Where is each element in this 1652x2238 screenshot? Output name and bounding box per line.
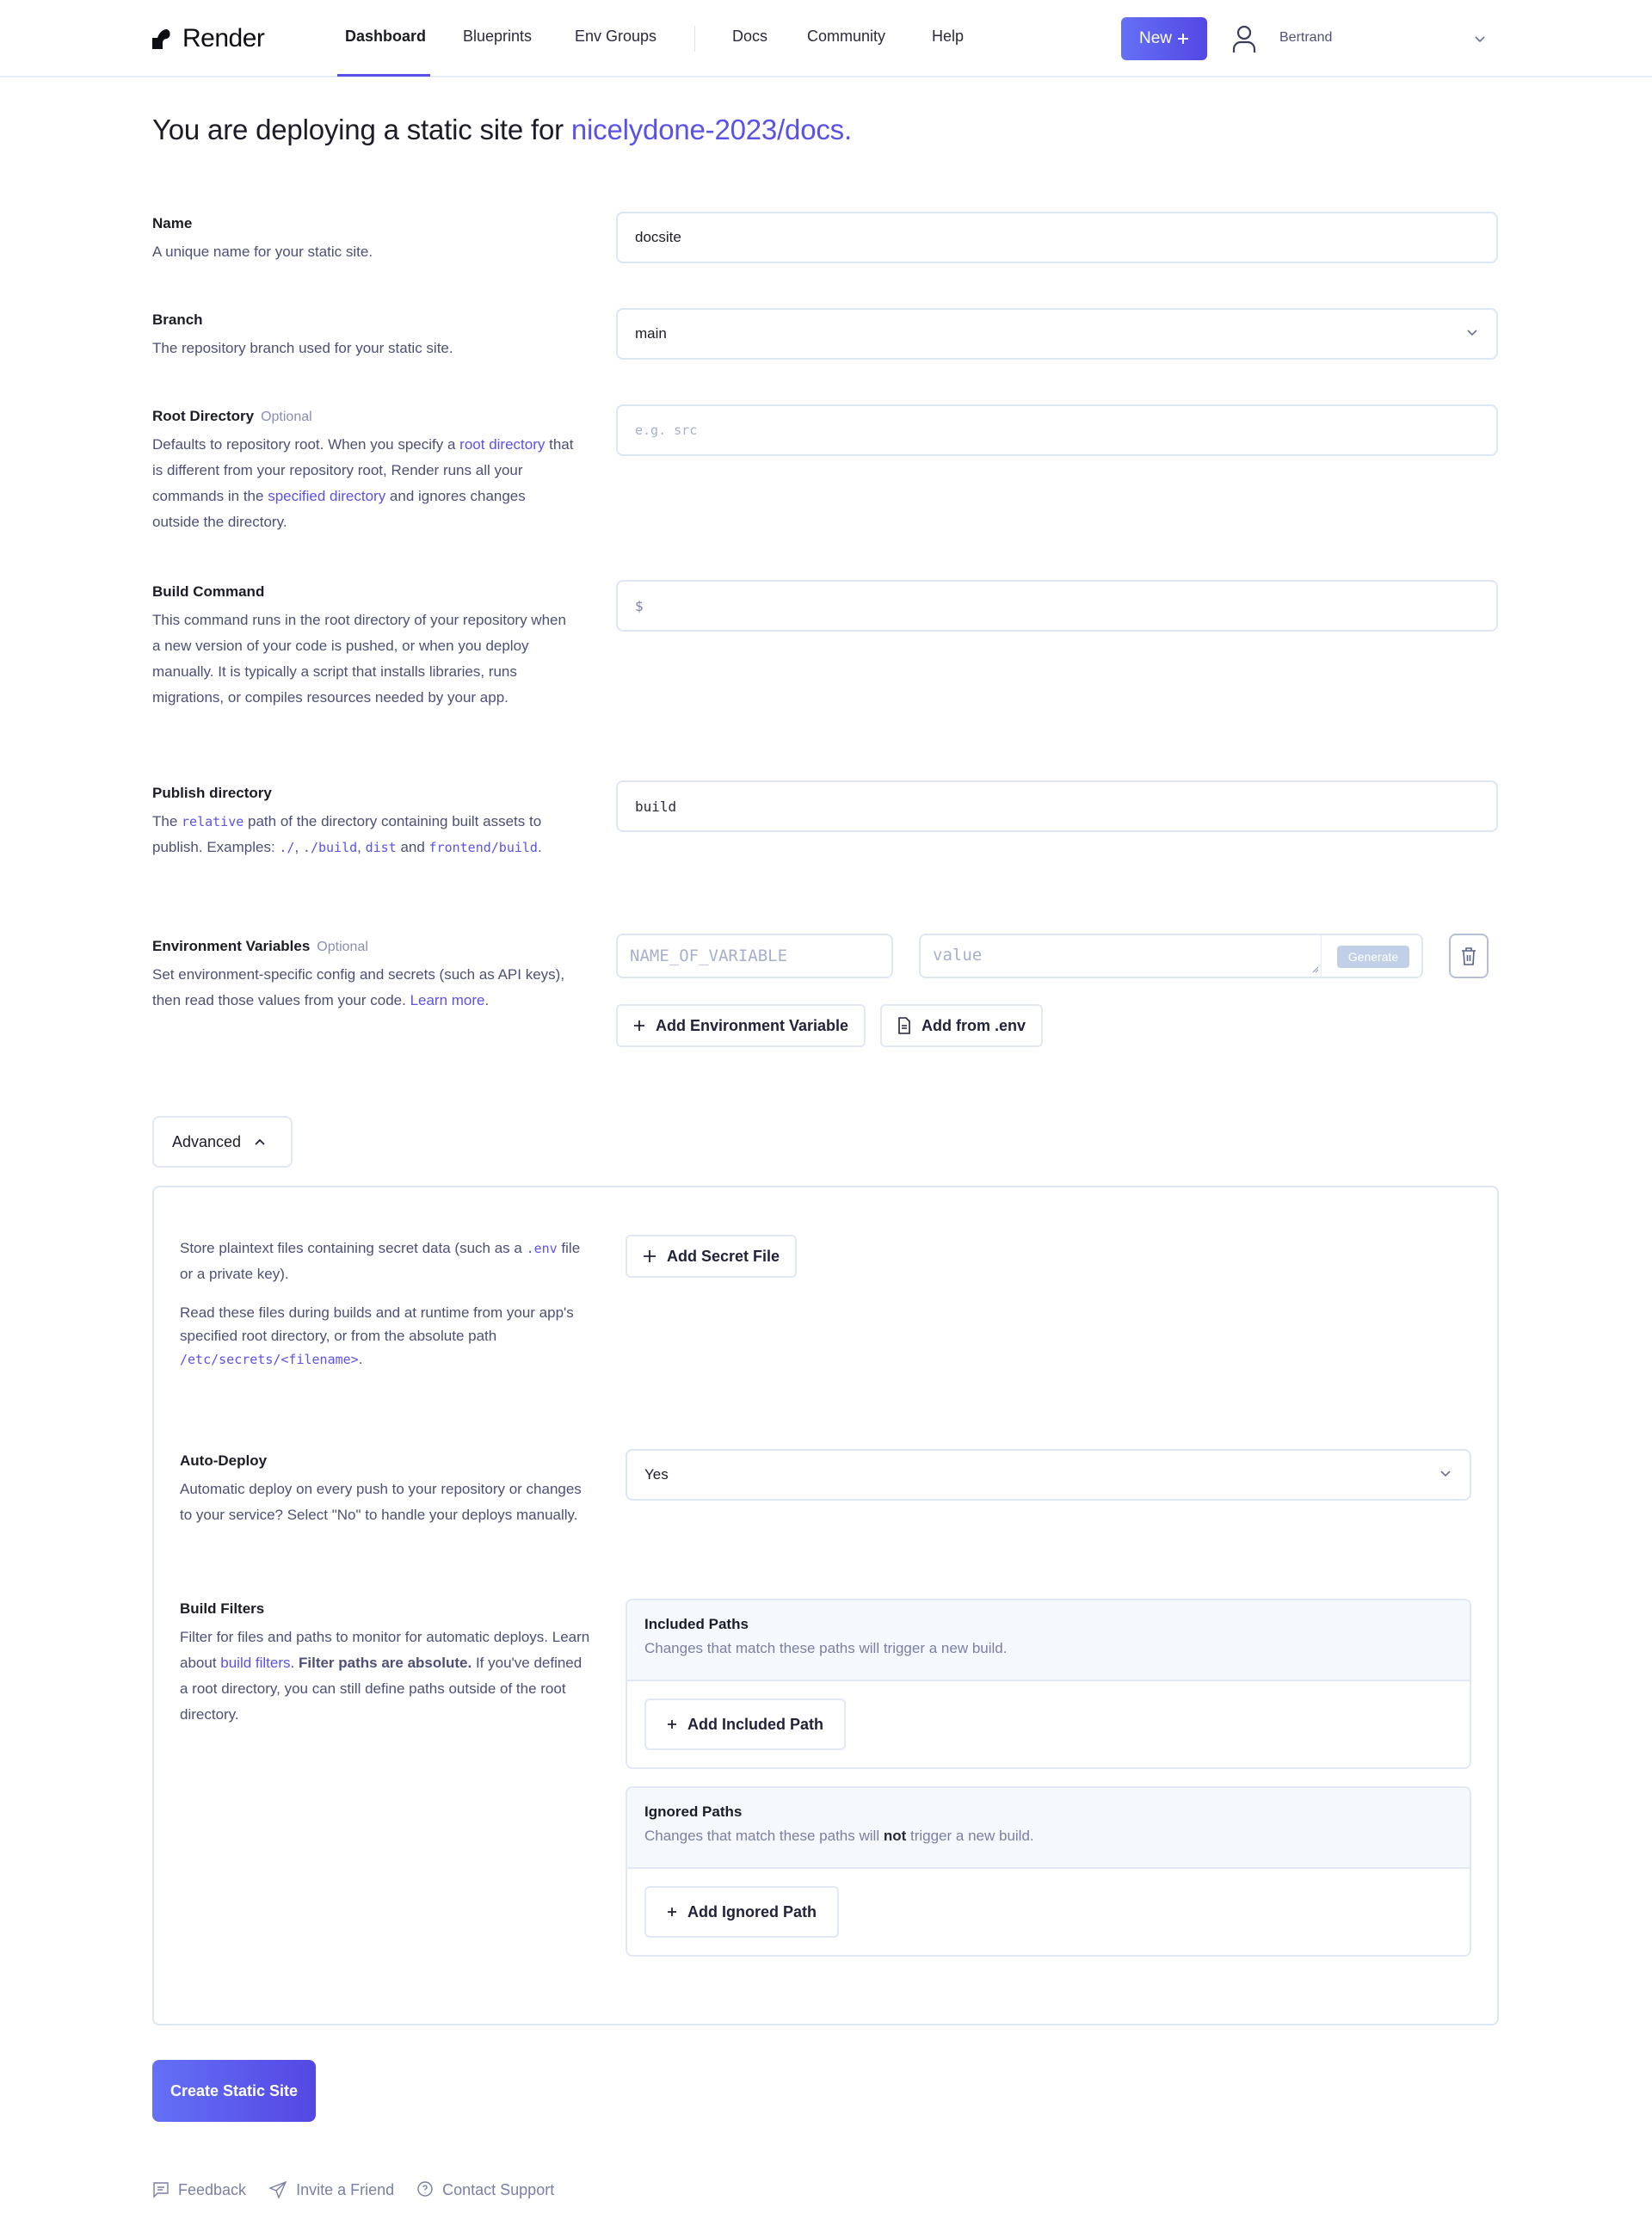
- root-directory-link[interactable]: root directory: [459, 436, 546, 453]
- footer: [152, 2180, 554, 2199]
- ignored-paths-sub: [644, 1828, 1452, 1845]
- env-vars-title: Environment Variables: [152, 938, 311, 954]
- text: Store plaintext files containing secret data (such as a: [180, 1240, 527, 1256]
- included-paths-title: Included Paths: [644, 1616, 749, 1632]
- text: .: [537, 839, 542, 855]
- add-secret-file-label: Add Secret File: [667, 1247, 780, 1265]
- nav-blueprints[interactable]: Blueprints: [463, 28, 533, 45]
- trash-icon: [1460, 946, 1477, 966]
- feedback-link[interactable]: [152, 2180, 246, 2199]
- nav-help[interactable]: Help: [932, 28, 965, 45]
- branch-label: Branch: [152, 311, 203, 328]
- active-tab-indicator: [337, 74, 430, 77]
- root-dir-input[interactable]: [616, 404, 1498, 456]
- add-included-path-button[interactable]: [644, 1699, 846, 1750]
- text: and: [396, 839, 429, 855]
- feedback-icon: [152, 2181, 170, 2198]
- invite-link[interactable]: [268, 2180, 394, 2199]
- specified-directory-link[interactable]: specified directory: [268, 488, 386, 504]
- nav-env-groups[interactable]: Env Groups: [575, 28, 657, 45]
- root-dir-title: Root Directory: [152, 408, 255, 424]
- create-static-site-button[interactable]: Create Static Site: [152, 2060, 316, 2122]
- secret-files-text-1: [180, 1236, 593, 1287]
- text: Set environment-specific config and secrets (such as API keys), then read those values from your code.: [152, 966, 565, 1008]
- publish-dir-value: build: [635, 798, 677, 815]
- publish-dir-label-group: [152, 785, 574, 860]
- text: Filter for files and paths to monitor for automatic deploys. Learn about: [180, 1629, 590, 1671]
- add-from-env-button[interactable]: [880, 1004, 1043, 1047]
- secret-files-text-2: [180, 1301, 593, 1372]
- text: Read these files during builds and at runtime from your app's specified root directory, or from the absolute path: [180, 1304, 574, 1344]
- repo-link[interactable]: nicelydone-2023/docs.: [570, 114, 852, 145]
- generate-button[interactable]: Generate: [1337, 946, 1409, 968]
- build-command-desc: This command runs in the root directory of your repository when a new version of your code is pushed, or when you deploy manually. It is typically a script that installs libraries, runs migrations, or compiles resources needed by your app.: [152, 612, 566, 706]
- plus-icon: [643, 1249, 656, 1263]
- build-filters-desc: [180, 1625, 593, 1728]
- text: Defaults to repository root. When you specify a: [152, 436, 460, 453]
- advanced-toggle[interactable]: [152, 1116, 293, 1168]
- plus-icon: [1177, 33, 1189, 45]
- branch-select[interactable]: [616, 308, 1498, 360]
- code: .env: [526, 1241, 558, 1256]
- help-bubble-icon: [416, 2180, 434, 2199]
- advanced-label: Advanced: [172, 1132, 242, 1150]
- chevron-down-icon[interactable]: [1473, 32, 1487, 46]
- auto-deploy-label: Auto-Deploy: [180, 1452, 268, 1469]
- bold-text: not: [883, 1828, 907, 1844]
- code: relative: [182, 814, 244, 829]
- root-dir-placeholder: e.g. src: [635, 422, 698, 438]
- name-value: docsite: [635, 229, 681, 245]
- brand-name: Render: [182, 24, 265, 52]
- env-vars-label: [152, 938, 574, 955]
- bold-text: Filter paths are absolute.: [298, 1655, 472, 1671]
- add-ignored-path-button[interactable]: [644, 1886, 839, 1938]
- env-vars-desc: Set environment-specific config and secrets (such as API keys), then read those values from your code. Learn more.: [152, 966, 565, 1008]
- render-logo-icon: [151, 28, 174, 50]
- build-filters-label: Build Filters: [180, 1600, 265, 1617]
- text: that is different from your repository root, Render runs all your commands in the: [152, 436, 574, 504]
- code: frontend/build: [428, 840, 538, 855]
- root-dir-label-group: [152, 408, 574, 535]
- text: The: [152, 813, 182, 829]
- name-input[interactable]: [616, 212, 1498, 263]
- text: path of the directory containing built assets to publish. Examples:: [152, 813, 542, 855]
- root-dir-label: [152, 408, 574, 425]
- ignored-paths-body: [627, 1869, 1470, 1955]
- send-icon: [268, 2180, 287, 2199]
- plus-icon: [667, 1719, 677, 1729]
- name-desc: A unique name for your static site.: [152, 244, 373, 260]
- add-ignored-path-label: Add Ignored Path: [687, 1902, 817, 1920]
- env-name-input[interactable]: [616, 934, 893, 978]
- branch-label-group: [152, 311, 574, 361]
- add-from-env-label: Add from .env: [922, 1016, 1026, 1034]
- plus-icon: [633, 1020, 645, 1032]
- new-button-label: New: [1138, 29, 1172, 47]
- new-button[interactable]: [1121, 17, 1207, 60]
- username[interactable]: Bertrand: [1279, 30, 1333, 45]
- included-paths-box: [626, 1599, 1471, 1769]
- publish-dir-desc: The relative path of the directory containing built assets to publish. Examples: ./, ./build, dist and frontend/build.: [152, 813, 542, 855]
- delete-env-var-button[interactable]: [1449, 934, 1489, 978]
- build-command-input[interactable]: [616, 580, 1498, 632]
- plus-icon: [667, 1907, 677, 1917]
- add-env-var-button[interactable]: [616, 1004, 866, 1047]
- env-vars-label-group: [152, 938, 574, 1014]
- text: Changes that match these paths will: [644, 1828, 884, 1844]
- name-label-group: [152, 215, 574, 265]
- invite-label: Invite a Friend: [296, 2180, 395, 2198]
- env-name-placeholder: NAME_OF_VARIABLE: [630, 946, 788, 965]
- text: trigger a new build.: [906, 1828, 1034, 1844]
- page-title: [152, 114, 852, 146]
- build-filters-link[interactable]: build filters: [220, 1655, 291, 1671]
- code: ./build: [302, 840, 358, 855]
- divider: [1321, 935, 1322, 977]
- user-icon: [1231, 25, 1257, 54]
- text: and ignores changes outside the directory.: [152, 488, 526, 530]
- optional-tag: Optional: [261, 410, 312, 424]
- title-prefix: You are deploying a static site for: [152, 114, 571, 145]
- avatar[interactable]: [1226, 22, 1262, 58]
- build-command-label-group: [152, 583, 574, 711]
- add-env-var-label: Add Environment Variable: [656, 1016, 849, 1034]
- branch-desc: The repository branch used for your static site.: [152, 340, 453, 356]
- code: ./: [279, 840, 295, 855]
- auto-deploy-desc: Automatic deploy on every push to your repository or changes to your service? Select "No" to handle your deploys manually.: [180, 1481, 582, 1523]
- learn-more-link[interactable]: Learn more: [410, 992, 485, 1008]
- advanced-panel: [152, 1186, 1499, 2025]
- chevron-down-icon: [1439, 1466, 1452, 1480]
- top-nav: [0, 0, 1652, 77]
- code: dist: [365, 840, 397, 855]
- support-label: Contact Support: [442, 2180, 555, 2198]
- ignored-paths-box: [626, 1786, 1471, 1957]
- resize-handle-icon[interactable]: [1312, 966, 1319, 973]
- add-secret-file-button[interactable]: [626, 1235, 797, 1278]
- included-paths-body: [627, 1681, 1470, 1767]
- nav-dashboard[interactable]: Dashboard: [345, 28, 427, 45]
- text: .: [358, 1351, 363, 1367]
- publish-dir-label: Publish directory: [152, 785, 272, 801]
- nav-docs[interactable]: Docs: [732, 28, 768, 45]
- code: /etc/secrets/<filename>: [180, 1352, 359, 1367]
- included-paths-sub: Changes that match these paths will trigger a new build.: [644, 1640, 1008, 1656]
- add-included-path-label: Add Included Path: [687, 1715, 824, 1733]
- branch-value: main: [635, 325, 667, 342]
- file-icon: [897, 1017, 911, 1034]
- env-value-placeholder: value: [933, 946, 983, 965]
- nav-divider: [694, 26, 695, 52]
- feedback-label: Feedback: [178, 2180, 247, 2198]
- included-paths-header: [627, 1600, 1470, 1681]
- nav-community[interactable]: Community: [807, 28, 886, 45]
- render-logo[interactable]: [151, 24, 264, 53]
- chevron-down-icon: [1465, 325, 1479, 339]
- text: If you've defined a root directory, you can still define paths outside of the root directory.: [180, 1655, 583, 1723]
- auto-deploy-select[interactable]: [626, 1449, 1471, 1501]
- publish-dir-input[interactable]: [616, 780, 1498, 832]
- secret-files-desc: [180, 1236, 593, 1372]
- auto-deploy-value: Yes: [644, 1466, 669, 1483]
- support-link[interactable]: [416, 2180, 554, 2199]
- text: .: [290, 1655, 299, 1671]
- env-value-input[interactable]: [919, 934, 1423, 978]
- ignored-paths-header: [627, 1788, 1470, 1869]
- name-label: Name: [152, 215, 193, 231]
- root-dir-desc: [152, 432, 574, 535]
- text: file or a private key).: [180, 1240, 581, 1282]
- chevron-up-icon: [253, 1135, 267, 1149]
- ignored-paths-title: Ignored Paths: [644, 1803, 743, 1820]
- auto-deploy-label-group: [180, 1452, 593, 1528]
- build-filters-label-group: [180, 1600, 593, 1728]
- build-command-label: Build Command: [152, 583, 265, 600]
- dollar-prefix: $: [635, 597, 644, 614]
- optional-tag: Optional: [317, 940, 368, 954]
